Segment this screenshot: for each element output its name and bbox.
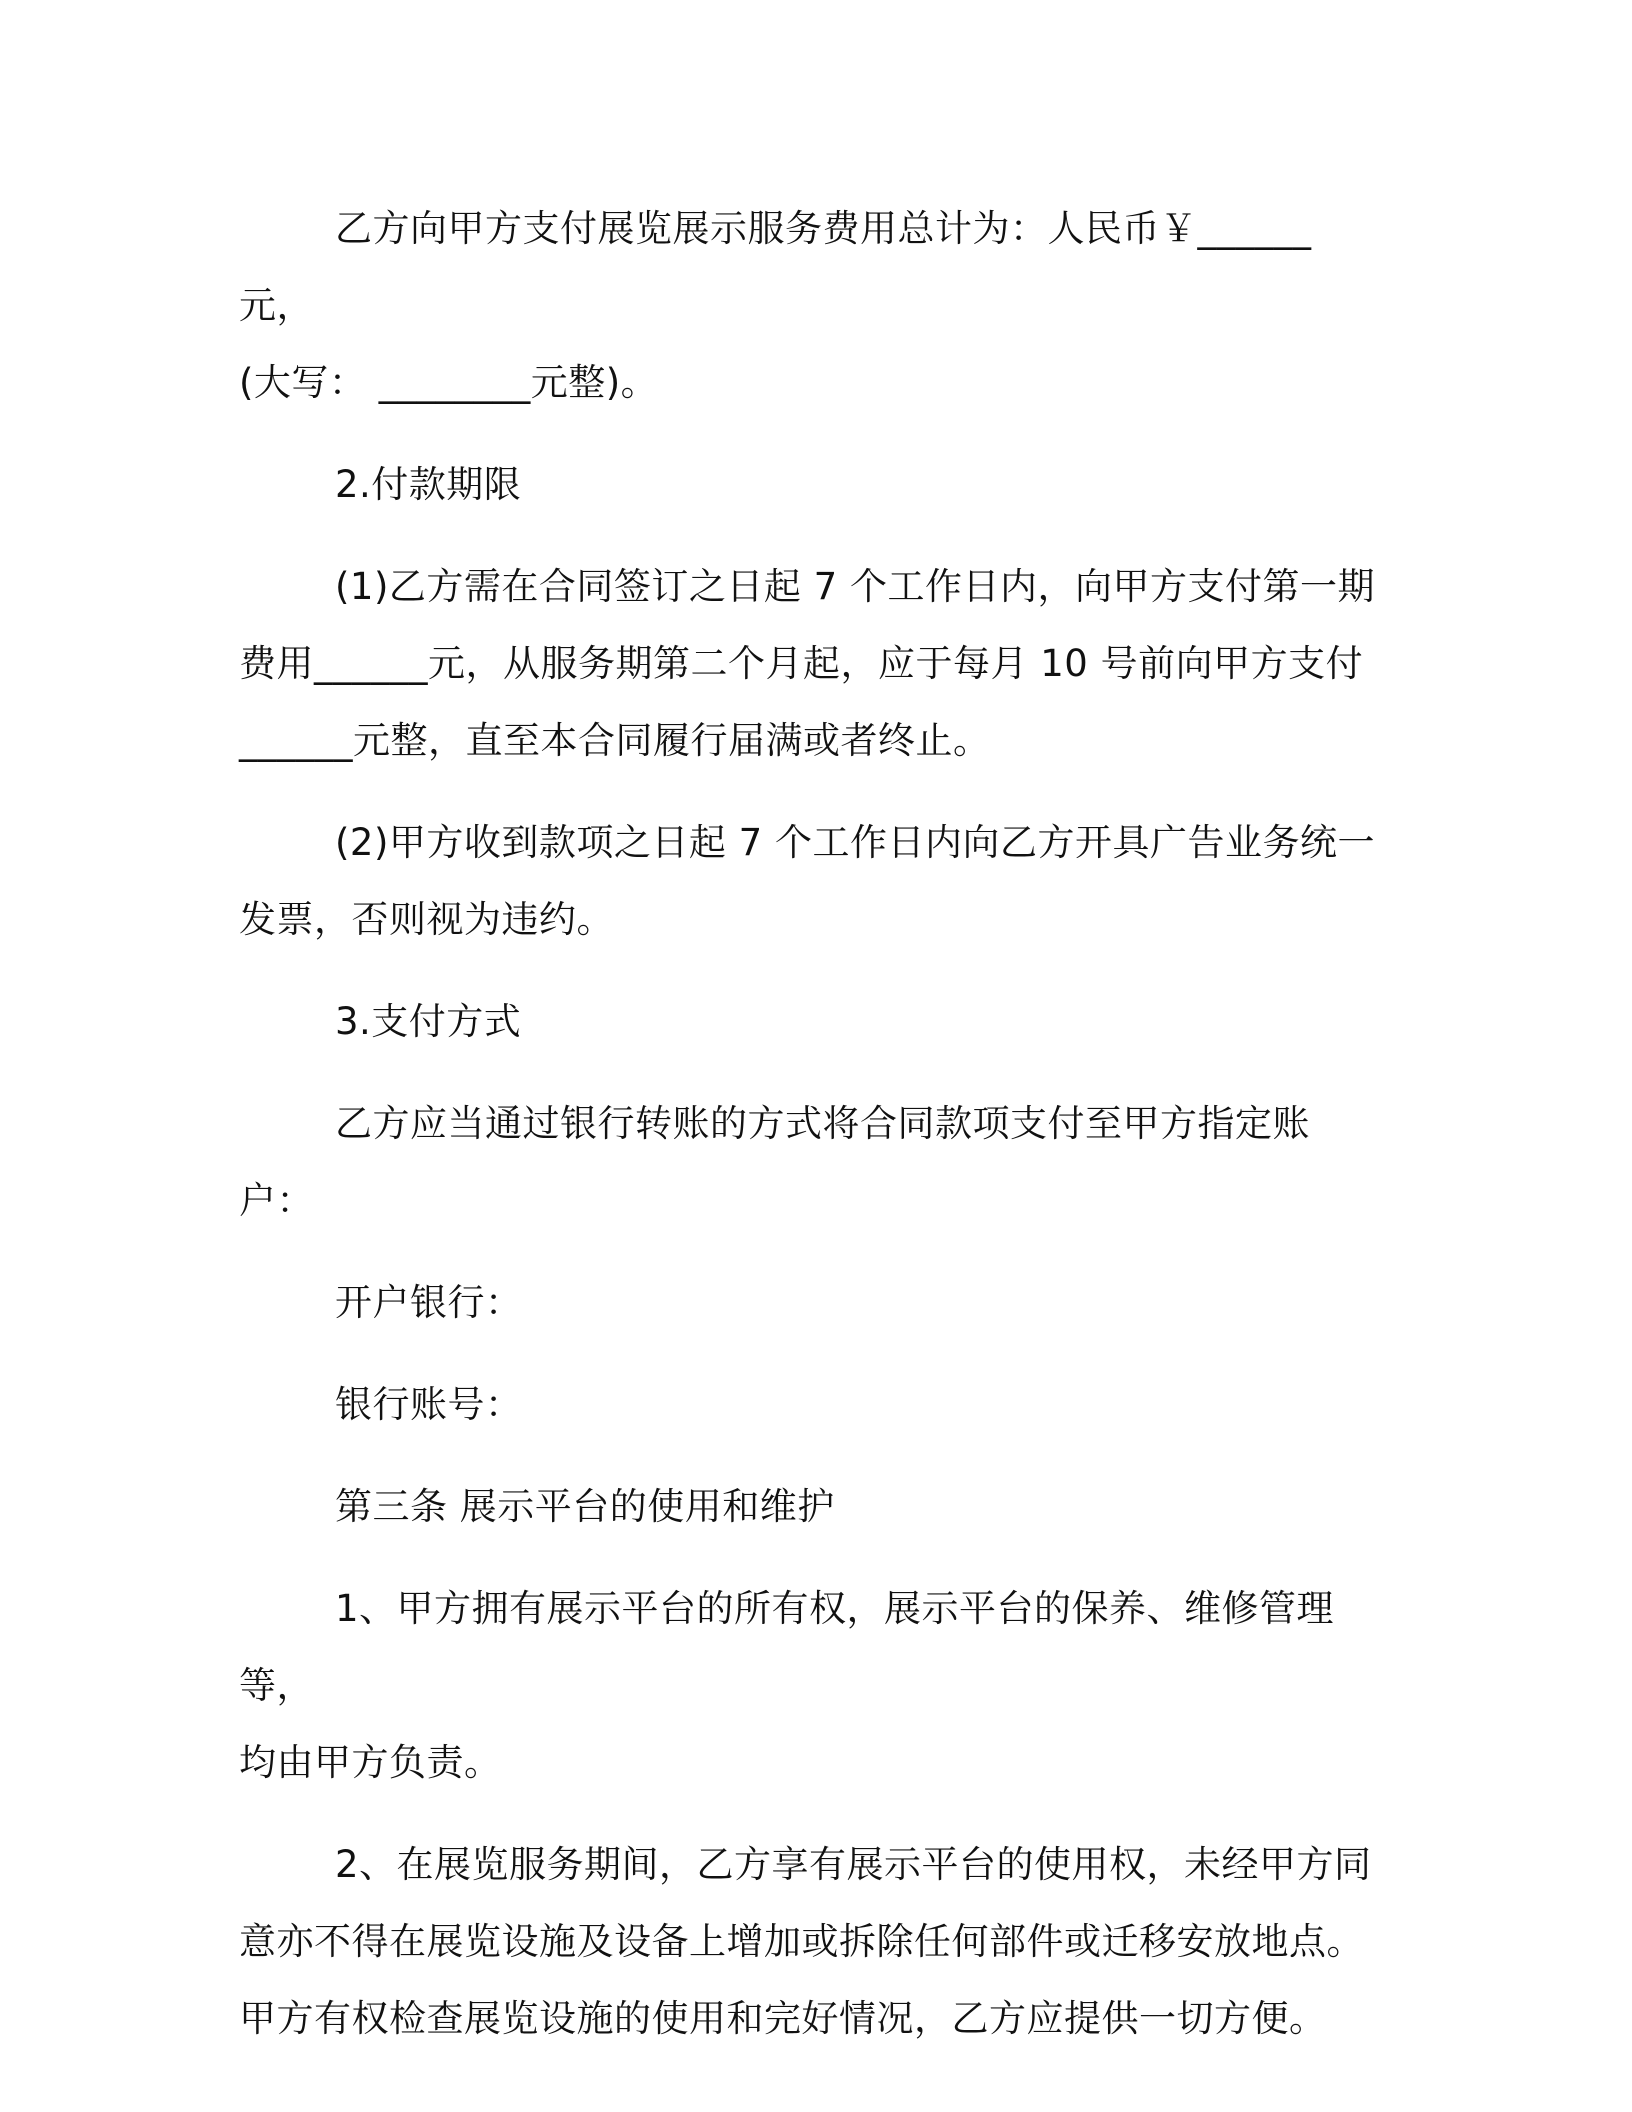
text-line: 第三条 展示平台的使用和维护	[335, 1485, 835, 1528]
text-line: 发票，否则视为违约。	[239, 898, 614, 941]
paragraph-payment-term-1	[239, 548, 1384, 779]
text-line: 2、在展览服务期间，乙方享有展示平台的使用权，未经甲方同	[335, 1843, 1372, 1886]
text-line: 费用______元，从服务期第二个月起，应于每月 10 号前向甲方支付	[239, 642, 1364, 685]
text-line: (2)甲方收到款项之日起 7 个工作日内向乙方开具广告业务统一	[335, 821, 1375, 864]
text-line: 开户银行：	[335, 1281, 523, 1324]
text-line: 乙方应当通过银行转账的方式将合同款项支付至甲方指定账户：	[239, 1102, 1310, 1222]
heading-payment-method	[239, 983, 1384, 1060]
heading-article-3	[239, 1468, 1384, 1545]
text-line: (1)乙方需在合同签订之日起 7 个工作日内，向甲方支付第一期	[335, 565, 1375, 608]
heading-payment-term	[239, 446, 1384, 523]
text-line: 银行账号：	[335, 1383, 523, 1426]
text-line: 均由甲方负责。	[239, 1741, 502, 1784]
paragraph-total-fee	[239, 190, 1384, 421]
text-line: ______元整，直至本合同履行届满或者终止。	[239, 719, 991, 762]
paragraph-article-3-item-2	[239, 1826, 1384, 2057]
field-bank-name	[239, 1264, 1384, 1341]
text-line: 2.付款期限	[335, 463, 522, 506]
text-line: 3.支付方式	[335, 1000, 522, 1043]
paragraph-article-3-item-1	[239, 1570, 1384, 1801]
text-line: 意亦不得在展览设施及设备上增加或拆除任何部件或迁移安放地点。	[239, 1920, 1364, 1963]
text-line: 1、甲方拥有展示平台的所有权，展示平台的保养、维修管理等，	[239, 1587, 1335, 1707]
paragraph-bank-transfer	[239, 1085, 1384, 1239]
paragraph-payment-term-2	[239, 804, 1384, 958]
text-line: 乙方向甲方支付展览展示服务费用总计为：人民币￥______元，	[239, 207, 1312, 327]
document-body	[239, 190, 1384, 2082]
text-line: 甲方有权检查展览设施的使用和完好情况，乙方应提供一切方便。	[239, 1997, 1327, 2040]
text-line: (大写： ________元整)。	[239, 361, 659, 404]
field-bank-account	[239, 1366, 1384, 1443]
